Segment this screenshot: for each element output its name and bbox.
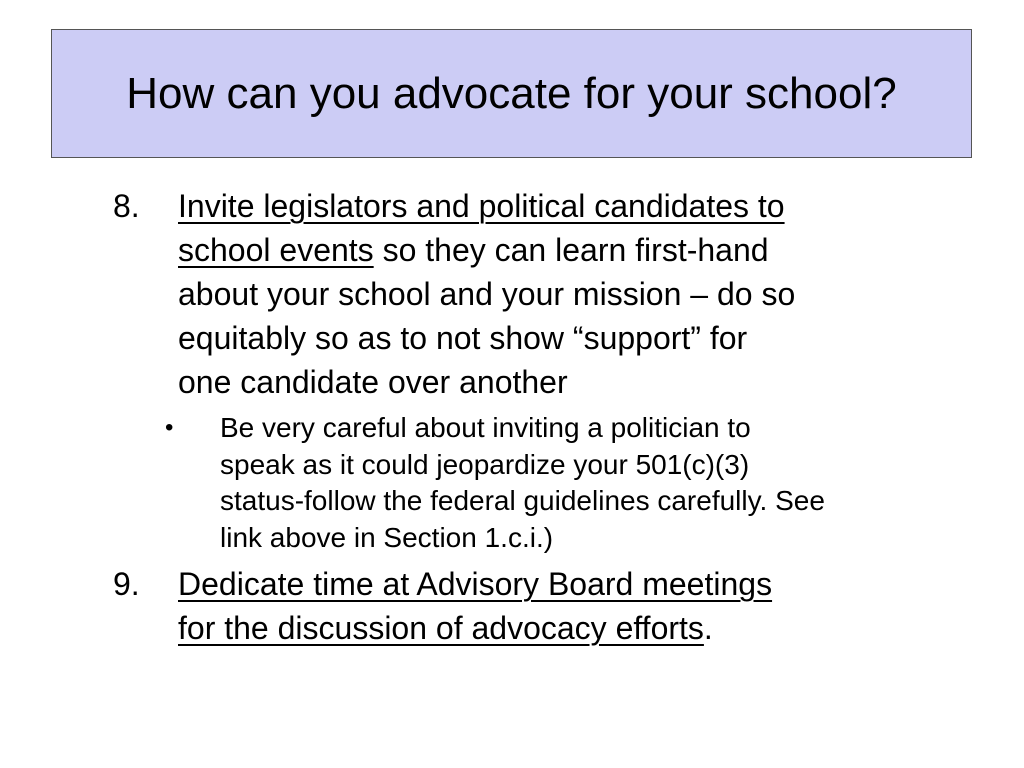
list-item-8-text [178,184,968,404]
list-number-9: 9. [113,566,140,602]
sub-bullet-text [220,410,1000,556]
list-item-9-text [178,562,968,650]
underlined-phrase-9-line-1: Dedicate time at Advisory Board meetings [178,566,773,602]
sub-bullet-line-3: status-follow the federal guidelines carefully. See [220,485,825,516]
sub-bullet-line-1: Be very careful about inviting a politician to [220,412,751,443]
bullet-icon: • [165,414,174,441]
sub-bullet-line-2: speak as it could jeopardize your 501(c)(3) [220,448,750,480]
item-8-text-line-3: about your school and your mission – do so [178,276,796,312]
item-8-text-line-5: one candidate over another [178,364,568,400]
slide-title: How can you advocate for your school? [126,68,897,118]
list-number-8: 8. [113,188,140,224]
underlined-phrase-9-line-2: for the discussion of advocacy efforts [178,610,704,646]
sub-bullet-line-4: link above in Section 1.c.i.) [220,521,554,553]
item-8-text-line-2: so they can learn first-hand [373,232,769,268]
item-9-trailing-period: . [703,610,713,646]
item-8-text-line-4: equitably so as to not show “support” for [178,320,748,356]
underlined-phrase-line-2: school events [178,232,374,268]
underlined-phrase-line-1: Invite legislators and political candidates to [178,188,785,224]
